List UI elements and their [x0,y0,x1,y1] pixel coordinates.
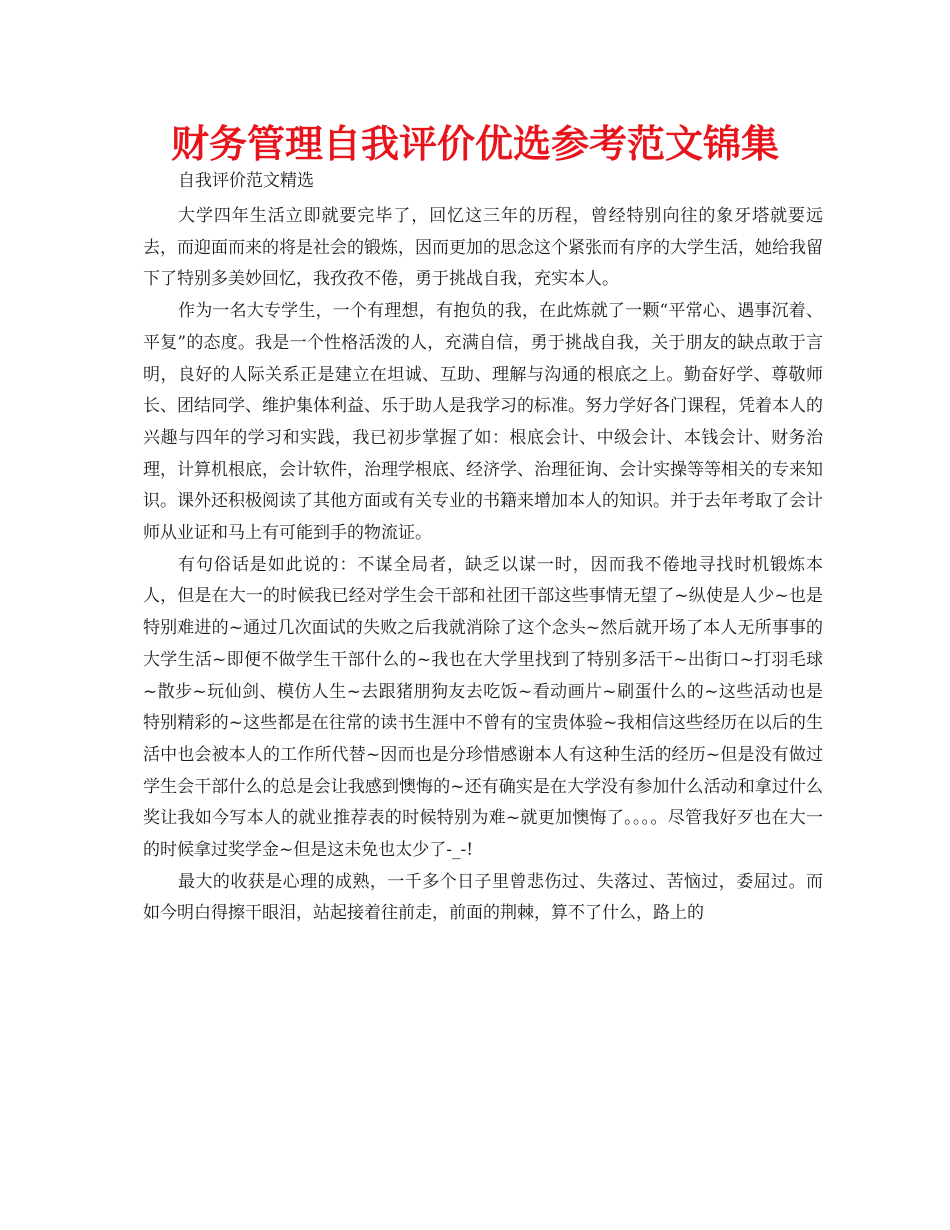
paragraph-4: 最大的收获是心理的成熟，一千多个日子里曾悲伤过、失落过、苦恼过，委屈过。而如今明白得擦干眼泪，站起接着往前走，前面的荆棘，算不了什么，路上的 [143,871,823,924]
document-body [143,201,823,930]
document-subtitle: 自我评价范文精选 [178,171,314,191]
document-title: 财务管理自我评价优选参考范文锦集 [170,122,779,166]
paragraph-2: 作为一名大专学生，一个有理想，有抱负的我，在此炼就了一颗“平常心、遇事沉着、平复”的态度。我是一个性格活泼的人，充满自信，勇于挑战自我，关于朋友的缺点敢于言明，良好的人际关系正是建立在坦诚、互助、理解与沟通的根底之上。勤奋好学、尊敬师长、团结同学、维护集体利益、乐于助人是我学习的标准。努力学好各门课程，凭着本人的兴趣与四年的学习和实践，我已初步掌握了如：根底会计、中级会计、本钱会计、财务治理，计算机根底，会计软件，治理学根底、经济学、治理征询、会计实操等等相关的专来知识。课外还积极阅读了其他方面或有关专业的书籍来增加本人的知识。并于去年考取了会计师从业证和马上有可能到手的物流证。 [143,301,823,544]
paragraph-3: 有句俗话是如此说的：不谋全局者，缺乏以谋一时，因而我不倦地寻找时机锻炼本人，但是在大一的时候我已经对学生会干部和社团干部这些事情无望了~纵使是人少~也是特别难进的~通过几次面试的失败之后我就消除了这个念头~然后就开场了本人无所事事的大学生活~即便不做学生干部什么的~我也在大学里找到了特别多活干~出街口~打羽毛球~散步~玩仙剑、模仿人生~去跟猪朋狗友去吃饭~看动画片~刷蛋什么的~这些活动也是特别精彩的~这些都是在往常的读书生涯中不曾有的宝贵体验~我相信这些经历在以后的生活中也会被本人的工作所代替~因而也是分珍惜感谢本人有这种生活的经历~但是没有做过学生会干部什么的总是会让我感到懊悔的~还有确实是在大学没有参加什么活动和拿过什么奖让我如今写本人的就业推荐表的时候特别为难~就更加懊悔了。。。。尽管我好歹也在大一的时候拿过奖学金~但是这未免也太少了-_-! [143,554,823,861]
paragraph-1: 大学四年生活立即就要完毕了，回忆这三年的历程，曾经特别向往的象牙塔就要远去，而迎面而来的将是社会的锻炼，因而更加的思念这个紧张而有序的大学生活，她给我留下了特别多美妙回忆，我孜孜不倦，勇于挑战自我，充实本人。 [143,206,823,290]
